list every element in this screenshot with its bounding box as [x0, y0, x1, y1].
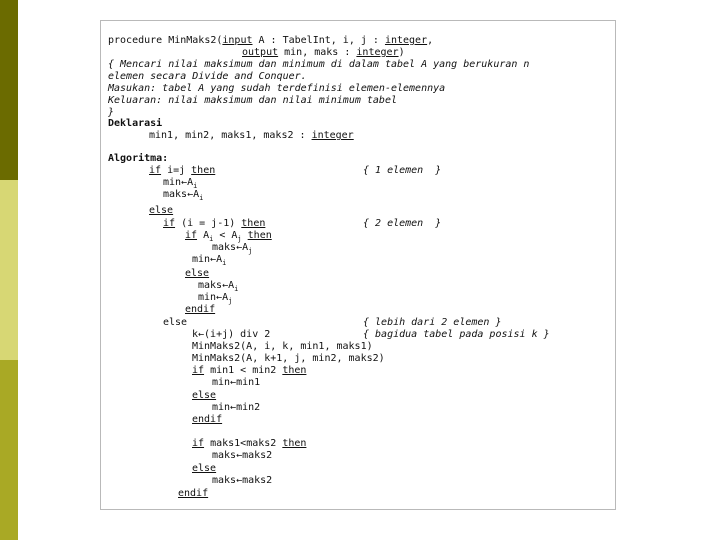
code-segment: integer: [311, 130, 354, 141]
code-segment: else: [185, 268, 210, 279]
code-segment: j: [248, 247, 253, 255]
code-line: [192, 353, 385, 365]
code-line: [212, 402, 260, 414]
code-segment: maks←maks2: [212, 450, 273, 461]
code-segment: i: [199, 194, 204, 202]
code-segment: min←A: [163, 177, 194, 188]
code-segment: then: [282, 365, 307, 376]
code-segment: Algoritma:: [108, 153, 169, 164]
code-segment: ,: [427, 35, 434, 46]
code-line: [192, 365, 306, 377]
code-line: [185, 304, 215, 316]
code-segment: else: [192, 390, 217, 401]
code-segment: else: [192, 463, 217, 474]
code-segment: elemen secara Divide and Conquer.: [108, 71, 307, 82]
code-line: [108, 95, 397, 107]
code-line: [108, 59, 529, 71]
code-segment: ): [398, 47, 405, 58]
code-segment: maks←A: [163, 189, 200, 200]
code-segment: Masukan: tabel A yang sudah terdefinisi elemen-elemennya: [108, 83, 446, 94]
code-segment: i: [193, 182, 198, 190]
code-segment: }: [108, 107, 115, 118]
code-segment: Deklarasi: [108, 118, 163, 129]
code-segment: Keluaran: nilai maksimum dan nilai minimum tabel: [108, 95, 397, 106]
code-line: [192, 390, 216, 402]
code-segment: j: [237, 235, 242, 243]
code-line: [212, 377, 260, 389]
code-line: [163, 218, 265, 230]
code-segment: else: [163, 317, 188, 328]
side-bar-top: [0, 0, 18, 180]
code-line: [363, 218, 441, 230]
code-segment: { 1 elemen }: [363, 165, 442, 176]
code-line: [149, 130, 354, 142]
code-segment: min←A: [198, 292, 229, 303]
code-line: [108, 153, 168, 165]
code-segment: (i = j-1): [175, 218, 242, 229]
code-segment: MinMaks2(A, k+1, j, min2, maks2): [192, 353, 385, 364]
code-segment: < A: [213, 230, 238, 241]
code-segment: then: [191, 165, 216, 176]
code-segment: integer: [356, 47, 399, 58]
code-line: [363, 317, 501, 329]
code-line: [163, 317, 187, 329]
code-segment: k←(i+j) div 2: [192, 329, 271, 340]
code-segment: min←min1: [212, 377, 261, 388]
code-segment: min←A: [192, 254, 223, 265]
code-segment: MinMaks2(A, i, k, min1, maks1): [192, 341, 373, 352]
code-line: [185, 268, 209, 280]
code-segment: else: [149, 205, 174, 216]
side-bar-bottom: [0, 360, 18, 540]
code-line: [108, 83, 445, 95]
code-segment: maks1<maks2: [204, 438, 283, 449]
code-segment: endif: [192, 414, 223, 425]
code-segment: then: [247, 230, 272, 241]
code-segment: i: [222, 259, 227, 267]
code-line: [212, 475, 272, 487]
code-line: [192, 329, 270, 341]
code-line: [178, 488, 208, 500]
code-line: [149, 205, 173, 217]
code-segment: maks←A: [198, 280, 235, 291]
code-line: [363, 165, 441, 177]
code-line: [163, 189, 203, 204]
code-line: [149, 165, 215, 177]
code-line: [108, 35, 433, 47]
code-segment: then: [282, 438, 307, 449]
code-segment: i: [234, 285, 239, 293]
code-segment: { lebih dari 2 elemen }: [363, 317, 502, 328]
code-segment: if: [149, 165, 162, 176]
code-segment: min, maks :: [278, 47, 357, 58]
code-line: [212, 450, 272, 462]
code-line: [363, 329, 550, 341]
code-segment: min1 < min2: [204, 365, 283, 376]
side-bar-middle: [0, 180, 18, 360]
code-segment: min1, min2, maks1, maks2 :: [149, 130, 312, 141]
code-segment: min←min2: [212, 402, 261, 413]
code-line: [192, 438, 306, 450]
code-segment: i=j: [161, 165, 192, 176]
code-line: [192, 341, 373, 353]
code-segment: integer: [384, 35, 428, 46]
code-segment: A : TabelInt, i, j :: [252, 35, 385, 46]
code-segment: { Mencari nilai maksimum dan minimum di dalam tabel A yang berukuran n: [108, 59, 530, 70]
code-line: [192, 254, 226, 269]
code-segment: endif: [185, 304, 216, 315]
code-line: [108, 118, 162, 130]
code-segment: if: [192, 438, 205, 449]
code-segment: output: [242, 47, 279, 58]
code-segment: input: [222, 35, 253, 46]
code-segment: j: [228, 297, 233, 305]
code-line: [192, 463, 216, 475]
code-segment: { 2 elemen }: [363, 218, 442, 229]
code-segment: maks←maks2: [212, 475, 273, 486]
code-segment: maks←A: [212, 242, 249, 253]
code-segment: A: [197, 230, 210, 241]
code-line: [242, 47, 405, 59]
code-segment: i: [209, 235, 214, 243]
code-line: [192, 414, 222, 426]
code-line: [108, 71, 307, 83]
code-segment: endif: [178, 488, 209, 499]
code-segment: if: [163, 218, 176, 229]
code-segment: if: [192, 365, 205, 376]
code-segment: { bagidua tabel pada posisi k }: [363, 329, 550, 340]
pseudocode-document: [100, 20, 616, 510]
code-segment: if: [185, 230, 198, 241]
code-segment: then: [241, 218, 266, 229]
code-segment: procedure MinMaks2(: [108, 35, 223, 46]
